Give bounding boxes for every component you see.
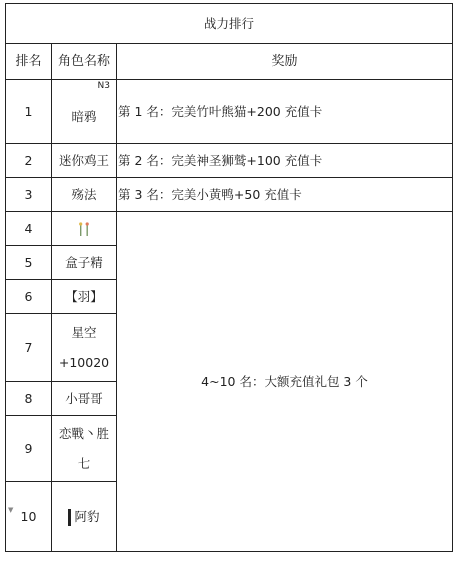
name-cell: 迷你鸡王 [52,144,117,178]
name-cell: 【羽】 [52,280,117,314]
table-row [6,144,453,178]
name-cell [52,80,117,144]
ranking-table [5,3,453,552]
rank-cell: 5 [6,246,52,280]
table-row [6,178,453,212]
header-row [6,44,453,80]
name-cell [52,314,117,382]
rank-cell: 1 [6,80,52,144]
rank-cell [6,482,52,552]
rank-cell: 4 [6,212,52,246]
name-cell: 小哥哥 [52,382,117,416]
rank-cell: 8 [6,382,52,416]
group-reward-cell: 4~10 名：大额充值礼包 3 个 [117,212,453,552]
name-line-1: 星空 [71,324,97,340]
header-reward: 奖励 [117,44,453,80]
name-cell [52,416,117,482]
reward-cell: 第 2 名：完美神圣狮鹫+100 充值卡 [117,144,453,178]
reward-cell: 第 3 名：完美小黄鸭+50 充值卡 [117,178,453,212]
rank-value: 10 [20,508,37,524]
name-line-2: 七 [77,455,91,471]
header-rank: 排名 [6,44,52,80]
table-row [6,80,453,144]
name-line-2: +10020 [58,354,110,370]
rank-cell: 9 [6,416,52,482]
rank-cell: 2 [6,144,52,178]
role-name: 阿豹 [74,508,100,524]
name-mark: N3 [97,80,110,91]
rank-cell: 6 [6,280,52,314]
table-title: 战力排行 [6,4,453,44]
role-name: 暗鸦 [71,108,97,124]
name-cell [52,482,117,552]
twin-candles-icon [77,221,91,237]
name-cell: 殇法 [52,178,117,212]
name-cell [52,212,117,246]
triangle-marker-icon: ▼ [8,505,14,514]
title-row [6,4,453,44]
reward-cell: 第 1 名：完美竹叶熊猫+200 充值卡 [117,80,453,144]
name-cell: 盒子精 [52,246,117,280]
rank-cell: 7 [6,314,52,382]
table-row [6,212,453,246]
name-line-1: 恋戰丶胜 [58,425,109,441]
vertical-bar-icon [68,509,71,526]
header-name: 角色名称 [52,44,117,80]
rank-cell: 3 [6,178,52,212]
